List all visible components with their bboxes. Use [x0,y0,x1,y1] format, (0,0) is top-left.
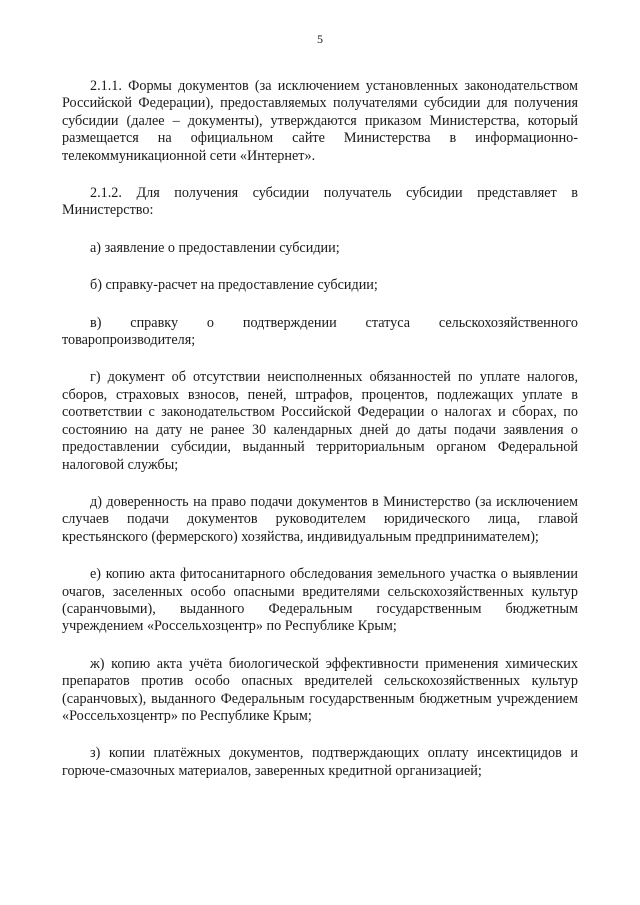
list-item-zh: ж) копию акта учёта биологической эффективности применения химических препаратов против особо опасных вредителей сельскохозяйственных культур (саранчовых), выданного Федеральным государственным бюджетным учреждением «Россельхозцентр» по Республике Крым; [62,655,578,724]
list-item-v: в) справку о подтверждении статуса сельскохозяйственного товаропроизводителя; [62,314,578,349]
list-item-z: з) копии платёжных документов, подтверждающих оплату инсектицидов и горюче-смазочных материалов, заверенных кредитной организацией; [62,745,578,779]
document-body [62,78,578,799]
paragraph-2-1-1: 2.1.1. Формы документов (за исключением установленных законодательством Российской Федерации), предоставляемых получателями субсидии для получения субсидии (далее – документы), утверждаются приказом Министерства, который размещается на официальном сайте Министерства в информационно-телекоммуникационной сети «Интернет». [62,78,578,164]
list-item-g: г) документ об отсутствии неисполненных обязанностей по уплате налогов, сборов, страховых взносов, пеней, штрафов, процентов, подлежащих уплате в соответствии с законодательством Российской Федерации о налогах и сборах, по состоянию на дату не ранее 30 календарных дней до даты подачи заявления о предоставлении субсидии, выданный территориальным органом Федеральной налоговой службы; [62,369,578,473]
list-item-d: д) доверенность на право подачи документов в Министерство (за исключением случаев подачи документов руководителем юридического лица, главой крестьянского (фермерского) хозяйства, индивидуальным предпринимателем); [62,493,578,545]
list-item-b: б) справку-расчет на предоставление субсидии; [90,277,378,294]
list-item-e: е) копию акта фитосанитарного обследования земельного участка о выявлении очагов, заселенных особо опасными вредителями сельскохозяйственных культур (саранчовыми), выданного Федеральным государственным бюджетным учреждением «Россельхозцентр» по Республике Крым; [62,566,578,635]
list-item-a: а) заявление о предоставлении субсидии; [90,239,340,256]
paragraph-2-1-2: 2.1.2. Для получения субсидии получатель субсидии представляет в Министерство: [62,185,578,219]
page-number: 5 [317,32,323,46]
